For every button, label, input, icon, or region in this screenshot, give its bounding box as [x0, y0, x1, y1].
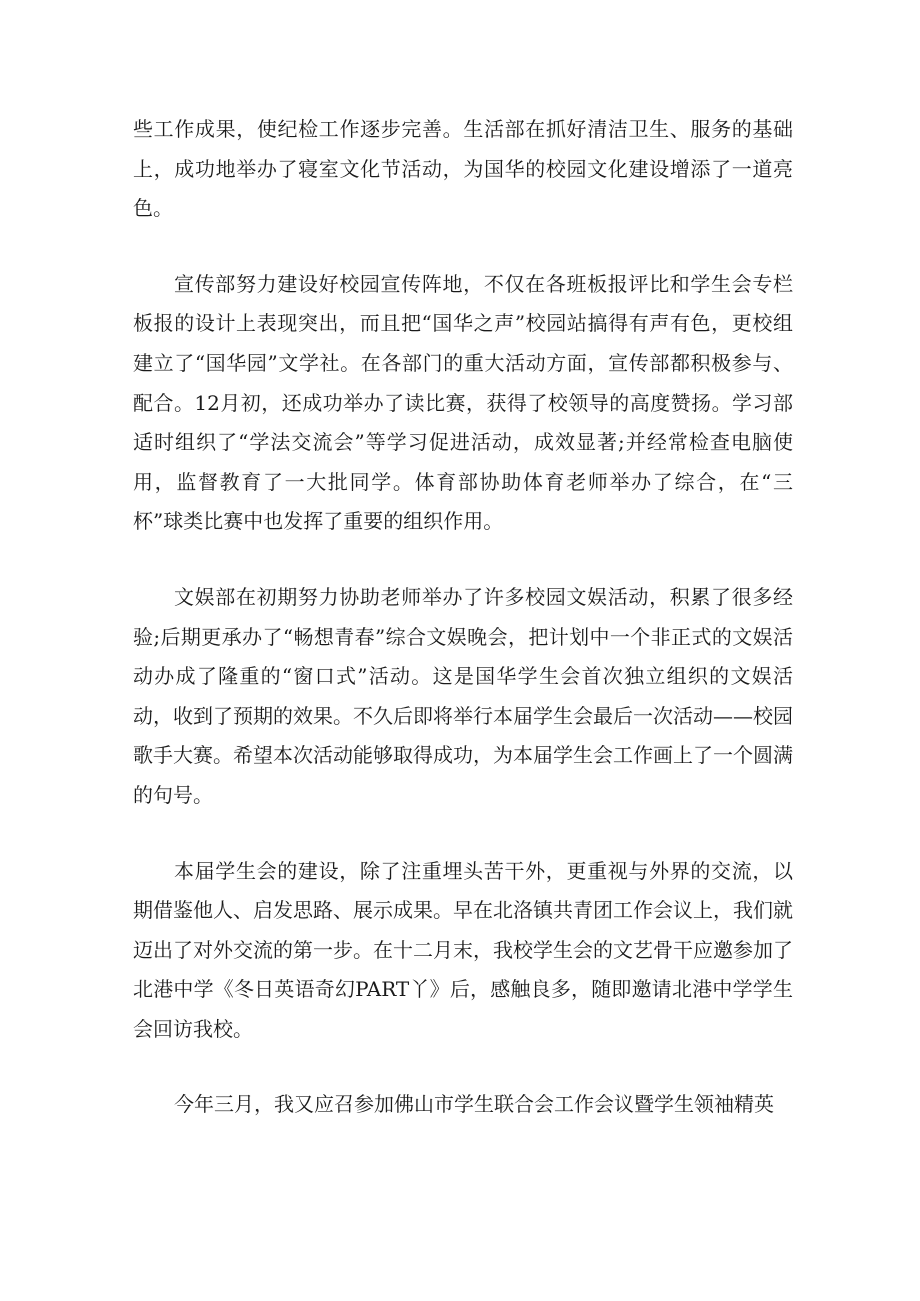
paragraph-5: 今年三月，我又应召参加佛山市学生联合会工作会议暨学生领袖精英	[174, 1092, 774, 1117]
paragraph-1: 些工作成果，使纪检工作逐步完善。生活部在抓好清洁卫生、服务的基础上，成功地举办了寝室文化节活动，为国华的校园文化建设增添了一道亮色。	[133, 117, 793, 221]
paragraph-3: 文娱部在初期努力协助老师举办了许多校园文娱活动，积累了很多经验;后期更承办了“畅想青春”综合文娱晚会，把计划中一个非正式的文娱活动办成了隆重的“窗口式”活动。这是国华学生会首次独立组织的文娱活动，收到了预期的效果。不久后即将举行本届学生会最后一次活动——校园歌手大赛。希望本次活动能够取得成功，为本届学生会工作画上了一个圆满的句号。	[133, 584, 793, 807]
document-body	[133, 110, 793, 1125]
paragraph-4: 本届学生会的建设，除了注重埋头苦干外，更重视与外界的交流，以期借鉴他人、启发思路、展示成果。早在北洛镇共青团工作会议上，我们就迈出了对外交流的第一步。在十二月末，我校学生会的文艺骨干应邀参加了北港中学《冬日英语奇幻PART丫》后，感触良多，随即邀请北港中学学生会回访我校。	[133, 858, 793, 1041]
paragraph-2: 宣传部努力建设好校园宣传阵地，不仅在各班板报评比和学生会专栏板报的设计上表现突出，而且把“国华之声”校园站搞得有声有色，更校组建立了“国华园”文学社。在各部门的重大活动方面，宣传部都积极参与、配合。12月初，还成功举办了读比赛，获得了校领导的高度赞扬。学习部适时组织了“学法交流会”等学习促进活动，成效显著;并经常检查电脑使用，监督教育了一大批同学。体育部协助体育老师举办了综合，在“三杯”球类比赛中也发挥了重要的组织作用。	[133, 271, 793, 534]
